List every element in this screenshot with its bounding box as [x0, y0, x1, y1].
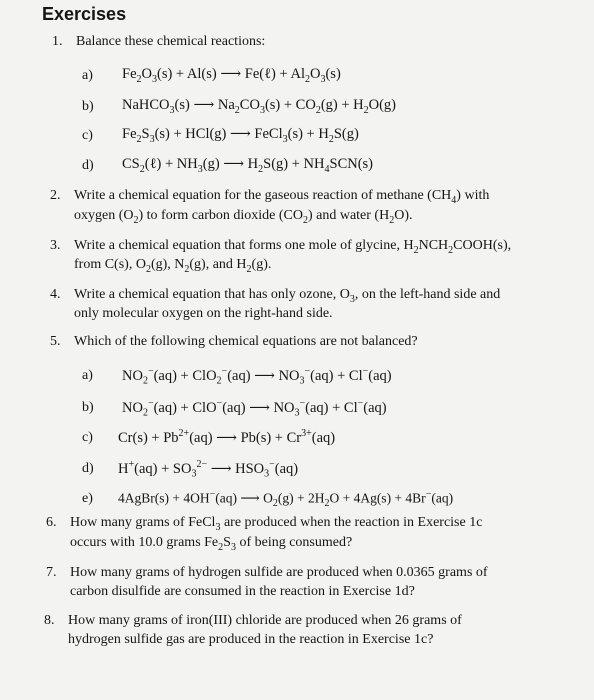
exercise-5-number: 5. [50, 334, 61, 349]
exercise-1b-equation: NaHCO$_3$(s) ⟶ $Na_2CO_3(s) + CO_2(g) + H_2O(g)$ [122, 97, 397, 116]
exercise-5d-label: d) [82, 461, 94, 476]
exercise-7-line-2: carbon disulfide are consumed in the reaction in Exercise 1d? [70, 584, 415, 599]
exercise-2-line-1: Write a chemical equation for the gaseous reaction of methane $(CH_4)$ with [74, 188, 490, 206]
exercise-2-line-2: oxygen $(O_2)$ to form carbon dioxide $(CO_2)$ and water $(H_2O)$. [74, 208, 413, 226]
exercise-8-line-1: How many grams of iron(III) chloride are produced when 26 grams of [68, 613, 462, 628]
exercise-5e-label: e) [82, 491, 93, 506]
exercise-8-line-2: hydrogen sulfide gas are produced in the reaction in Exercise 1c? [68, 632, 434, 647]
exercise-6-line-2: occurs with 10.0 grams $Fe_2S_3$ of being consumed? [70, 535, 353, 553]
exercise-5b-label: b) [82, 400, 94, 415]
exercise-5a-label: a) [82, 368, 93, 383]
exercise-5c-label: c) [82, 430, 93, 445]
exercise-1-number: 1. [52, 34, 63, 49]
exercise-1d-label: d) [82, 158, 94, 173]
exercise-3-line-2: from C(s), $O_2(g)$, $N_2(g)$, and $H_2(g)$. [74, 257, 272, 275]
exercise-4-line-1: Write a chemical equation that has only ozone, $O_3$, on the left-hand side and [74, 287, 501, 305]
exercise-1c-equation: $Fe_2S_3(s) + HCl(g)$ ⟶ FeCl$_3$(s) + $H_2S(g)$ [122, 126, 359, 145]
exercise-7-number: 7. [46, 565, 57, 580]
exercise-1c-label: c) [82, 128, 93, 143]
exercise-1a-equation: $Fe_2O_3(s) + Al(s)$ ⟶ Fe(ℓ) + $Al_2O_3(s)$ [122, 66, 341, 85]
exercise-1-text: Balance these chemical reactions: [76, 34, 266, 49]
page-heading: Exercises [42, 4, 127, 24]
exercise-5e-equation: 4AgBr(s) + 4OH−(aq) ⟶ $O_2(g) + 2H_2O + 4Ag(s) + 4Br^-(aq)$ [118, 489, 454, 510]
exercise-1a-label: a) [82, 68, 93, 83]
exercise-8-number: 8. [44, 613, 55, 628]
exercise-3-number: 3. [50, 238, 61, 253]
exercise-1b-label: b) [82, 99, 94, 114]
exercise-4-number: 4. [50, 287, 61, 302]
exercise-2-number: 2. [50, 188, 61, 203]
exercise-3-line-1: Write a chemical equation that forms one mole of glycine, $H_2NCH_2COOH(s)$, [74, 238, 512, 256]
exercise-5-text: Which of the following chemical equations are not balanced? [74, 334, 418, 349]
exercise-4-line-2: only molecular oxygen on the right-hand side. [74, 306, 333, 321]
exercise-6-line-1: How many grams of FeCl$_3$ are produced when the reaction in Exercise 1c [70, 515, 483, 533]
exercise-7-line-1: How many grams of hydrogen sulfide are produced when 0.0365 grams of [70, 565, 488, 580]
exercise-5d-equation: $H^+(aq) + SO_3^{2-}$ ⟶ $HSO_3^-(aq)$ [118, 459, 299, 480]
exercise-5a-equation: $NO_2^-(aq) + ClO_2^-(aq)$ ⟶ $NO_3^-(aq) + Cl^-(aq)$ [122, 366, 392, 387]
exercise-5b-equation: $NO_2^-(aq) + ClO^-(aq)$ ⟶ $NO_3^-(aq) + Cl^-(aq)$ [122, 398, 387, 419]
exercise-1d-equation: $CS_2(\ell) + NH_3(g)$ ⟶ $H_2S(g) + NH_4SCN(s)$ [122, 156, 374, 175]
exercise-5c-equation: $Cr(s) + Pb^{2+}(aq)$ ⟶ $Pb(s) + Cr^{3+}(aq)$ [118, 428, 336, 446]
exercise-6-number: 6. [46, 515, 57, 530]
